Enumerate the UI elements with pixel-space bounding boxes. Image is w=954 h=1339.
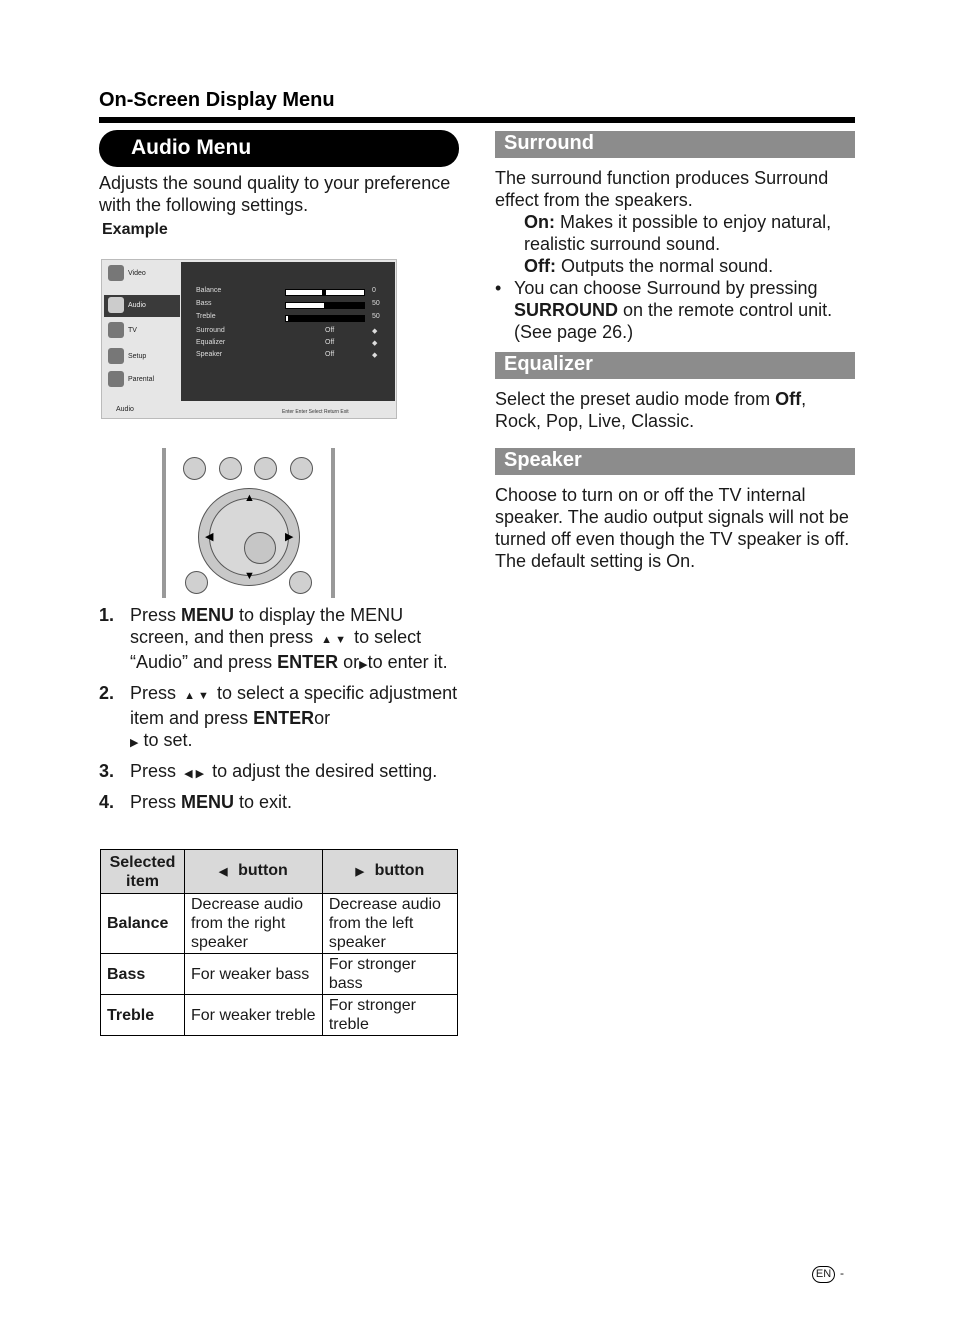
remote-button bbox=[289, 571, 312, 594]
osd-sidebar-item-audio bbox=[104, 295, 180, 317]
table-cell: Bass bbox=[101, 954, 185, 995]
bullet-icon: • bbox=[495, 278, 502, 298]
osd-example-screenshot bbox=[101, 259, 397, 419]
balance-bar-marker bbox=[322, 290, 326, 295]
language-badge: EN bbox=[812, 1266, 835, 1283]
surround-title: Surround bbox=[504, 132, 594, 154]
gear-icon bbox=[108, 348, 124, 364]
button-function-table bbox=[100, 849, 458, 1036]
equalizer-body: Select the preset audio mode from Off, Rock, Pop, Live, Classic. bbox=[495, 389, 807, 431]
step-number: 1. bbox=[99, 605, 115, 625]
osd-sidebar-item-video bbox=[104, 263, 180, 285]
up-arrow-icon: ▲ bbox=[318, 634, 336, 646]
remote-dpad bbox=[198, 488, 300, 586]
osd-row-label: Equalizer bbox=[196, 339, 226, 346]
osd-row-value: Off bbox=[325, 327, 335, 334]
left-arrow-icon: ◀ bbox=[219, 866, 234, 878]
remote-button bbox=[290, 457, 313, 480]
osd-row-speaker bbox=[196, 351, 386, 363]
osd-row-balance bbox=[196, 287, 386, 299]
instruction-steps bbox=[99, 604, 461, 819]
surround-note: • You can choose Surround by pressing SURROUND on the remote control unit. (See page 26.) bbox=[495, 278, 833, 342]
table-row bbox=[101, 894, 458, 954]
osd-row-treble bbox=[196, 313, 386, 325]
equalizer-heading bbox=[495, 352, 855, 379]
header-rule bbox=[99, 117, 855, 123]
osd-footer-label: Audio bbox=[116, 406, 134, 413]
remote-control-illustration bbox=[162, 448, 336, 598]
balance-bar bbox=[285, 289, 365, 296]
page-section-title: On-Screen Display Menu bbox=[99, 89, 335, 111]
table-header: ▶ button bbox=[322, 850, 457, 894]
remote-button bbox=[254, 457, 277, 480]
osd-sidebar-label: Setup bbox=[128, 353, 147, 360]
treble-bar bbox=[285, 315, 365, 322]
step-4: 4. Press MENU to exit. bbox=[99, 792, 293, 812]
table-cell: For stronger treble bbox=[322, 995, 457, 1036]
osd-row-label: Treble bbox=[196, 313, 216, 320]
video-icon bbox=[108, 265, 124, 281]
table-row bbox=[101, 954, 458, 995]
osd-sidebar-item-tv bbox=[104, 320, 180, 342]
remote-edge-left bbox=[162, 448, 166, 598]
osd-row-label: Balance bbox=[196, 287, 222, 294]
left-arrow-icon: ◀ bbox=[205, 531, 214, 543]
osd-audio-panel bbox=[181, 262, 395, 401]
osd-row-value: 0 bbox=[372, 287, 376, 294]
osd-row-value: Off bbox=[325, 339, 335, 346]
surround-off-option: Off: Outputs the normal sound. bbox=[524, 256, 774, 276]
table-cell: For stronger bass bbox=[322, 954, 457, 995]
surround-body: The surround function produces Surround effect from the speakers. bbox=[495, 168, 829, 210]
step-3: 3. Press ◀ ▶ to adjust the desired setting. bbox=[99, 761, 438, 781]
example-label: Example bbox=[102, 221, 168, 238]
osd-row-value: 50 bbox=[372, 313, 380, 320]
osd-row-label: Surround bbox=[196, 327, 225, 334]
osd-sidebar-item-parental bbox=[104, 369, 180, 391]
osd-row-bass bbox=[196, 300, 386, 312]
osd-row-value: Off bbox=[325, 351, 335, 358]
table-header: Selected item bbox=[101, 850, 185, 894]
right-arrow-icon: ▶ bbox=[195, 768, 208, 780]
table-header-row bbox=[101, 850, 458, 894]
remote-edge-right bbox=[331, 448, 335, 598]
step-1: 1. Press MENU to display the MENU screen, and then press ▲ ▼ to select “Audio” and press ENTER or▶to enter it. bbox=[99, 605, 448, 672]
step-number: 3. bbox=[99, 761, 115, 781]
up-arrow-icon: ▲ bbox=[244, 492, 255, 504]
speaker-heading bbox=[495, 448, 855, 475]
lock-icon bbox=[108, 371, 124, 387]
right-arrow-icon: ▶ bbox=[130, 737, 139, 749]
bass-bar-fill bbox=[324, 303, 364, 308]
table-header: ◀ button bbox=[185, 850, 323, 894]
audio-menu-intro: Adjusts the sound quality to your preference with the following settings. bbox=[99, 173, 451, 215]
table-cell: Treble bbox=[101, 995, 185, 1036]
table-cell: For weaker bass bbox=[185, 954, 323, 995]
audio-menu-title: Audio Menu bbox=[131, 136, 252, 159]
up-down-arrow-icon: ◆ bbox=[372, 328, 378, 335]
speaker-title: Speaker bbox=[504, 449, 582, 471]
surround-section bbox=[495, 167, 857, 343]
osd-footer-help: Enter Enter Select Return Exit bbox=[282, 409, 349, 415]
table-cell: Decrease audio from the right speaker bbox=[185, 894, 323, 954]
down-arrow-icon: ▼ bbox=[335, 634, 350, 646]
remote-dpad-ring bbox=[209, 498, 289, 576]
up-arrow-icon: ▲ bbox=[181, 690, 199, 702]
step-number: 2. bbox=[99, 683, 115, 703]
surround-on-option: On: Makes it possible to enjoy natural, realistic surround sound. bbox=[524, 212, 832, 254]
equalizer-title: Equalizer bbox=[504, 353, 593, 375]
osd-sidebar-item-setup bbox=[104, 346, 180, 368]
remote-button bbox=[185, 571, 208, 594]
osd-sidebar-label: Video bbox=[128, 270, 146, 277]
speaker-body: Choose to turn on or off the TV internal speaker. The audio output signals will not be turned off even though the TV speaker is off. The default setting is On. bbox=[495, 485, 850, 571]
right-arrow-icon: ▶ bbox=[355, 866, 371, 878]
right-arrow-icon: ▶ bbox=[285, 531, 294, 543]
osd-row-value: 50 bbox=[372, 300, 380, 307]
down-arrow-icon: ▼ bbox=[198, 690, 212, 702]
remote-button bbox=[219, 457, 242, 480]
speaker-icon bbox=[108, 297, 124, 313]
osd-sidebar-label: Audio bbox=[128, 302, 146, 309]
table-cell: For weaker treble bbox=[185, 995, 323, 1036]
osd-row-label: Bass bbox=[196, 300, 212, 307]
right-arrow-icon: ▶ bbox=[359, 659, 368, 671]
left-arrow-icon: ◀ bbox=[181, 768, 196, 780]
table-cell: Balance bbox=[101, 894, 185, 954]
table-cell: Decrease audio from the left speaker bbox=[322, 894, 457, 954]
osd-row-label: Speaker bbox=[196, 351, 223, 358]
table-row bbox=[101, 995, 458, 1036]
remote-button bbox=[183, 457, 206, 480]
up-down-arrow-icon: ◆ bbox=[372, 340, 378, 347]
step-number: 4. bbox=[99, 792, 115, 812]
treble-bar-fill bbox=[288, 316, 364, 321]
tv-icon bbox=[108, 322, 124, 338]
bass-bar bbox=[285, 302, 365, 309]
osd-row-surround bbox=[196, 327, 386, 339]
up-down-arrow-icon: ◆ bbox=[372, 352, 378, 359]
surround-heading bbox=[495, 131, 855, 158]
remote-enter-button bbox=[244, 532, 276, 564]
step-2: 2. Press ▲ ▼ to select a specific adjustment item and press ENTERor ▶ to set. bbox=[99, 683, 458, 750]
down-arrow-icon: ▼ bbox=[244, 570, 255, 582]
osd-sidebar-label: Parental bbox=[128, 376, 155, 383]
osd-sidebar-label: TV bbox=[128, 327, 137, 334]
audio-menu-heading bbox=[99, 130, 459, 167]
osd-row-equalizer bbox=[196, 339, 386, 351]
page-number-dash: - bbox=[840, 1266, 844, 1280]
